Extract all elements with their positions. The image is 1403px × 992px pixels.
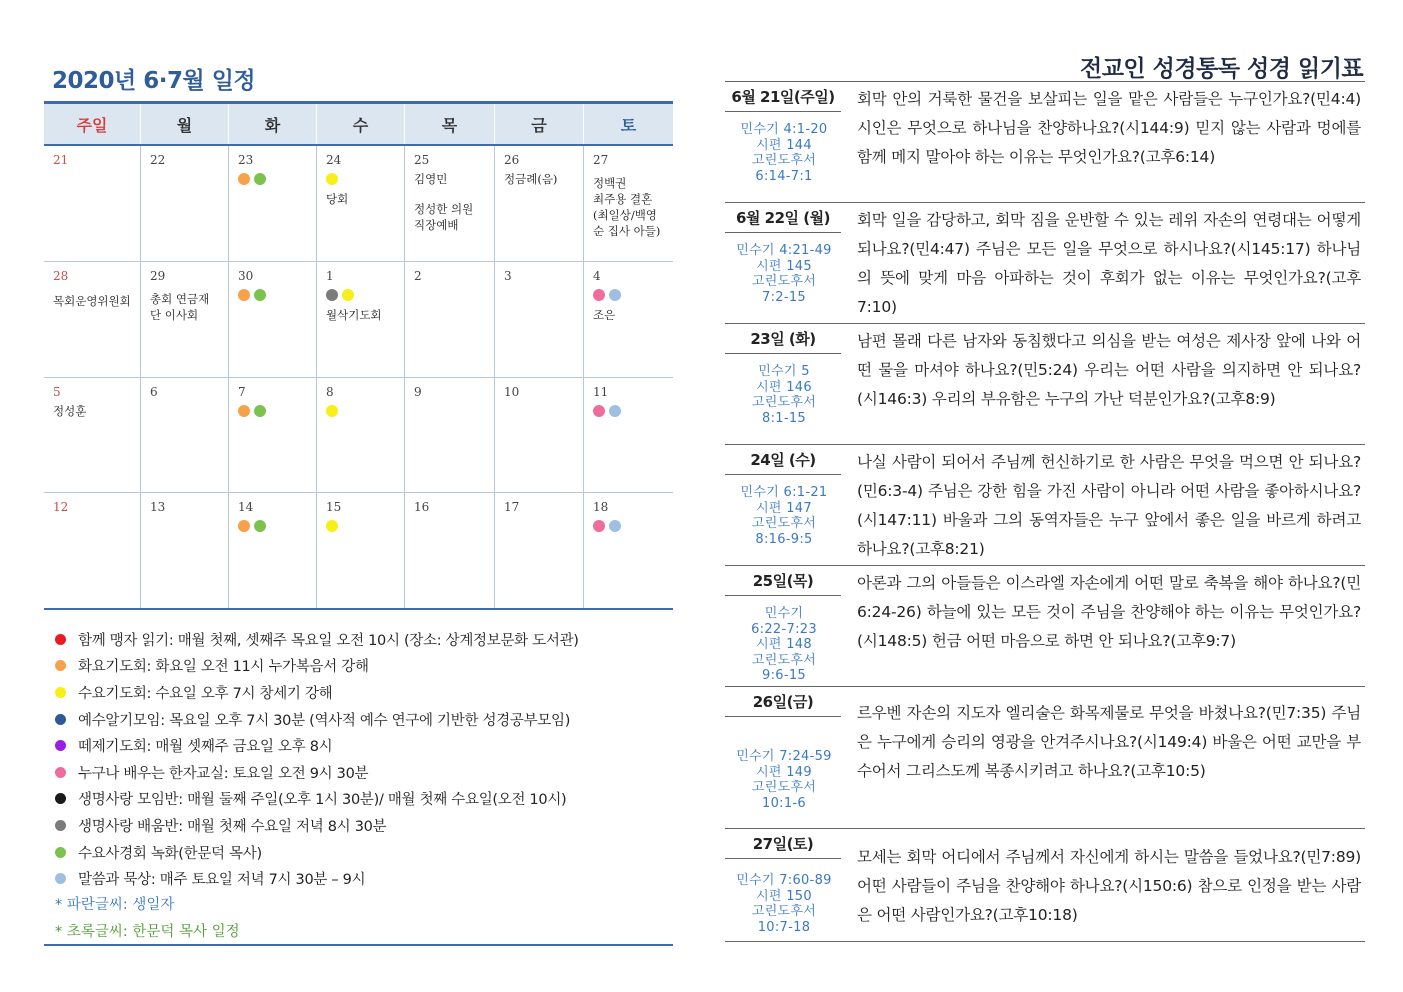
- day-number: 24: [326, 153, 342, 167]
- reading-questions: 르우벤 자손의 지도자 엘리술은 화목제물로 무엇을 바쳤나요?(민7:35) 주님은 누구에게 승리의 영광을 안겨주시나요?(시149:4) 바울은 어떤 교만을 부수어서 그리스도께 복종시키려고 하나요?(고후10:5): [857, 704, 1361, 780]
- calendar-day-cell: [228, 492, 316, 608]
- day-number: 18: [593, 500, 609, 514]
- calendar-day-cell: [494, 492, 583, 608]
- weekday-tue: 화: [228, 104, 316, 144]
- scripture-reference: 고린도후서: [751, 780, 817, 795]
- day-number: 27: [593, 153, 609, 167]
- lightblue-dot-icon: [55, 873, 66, 884]
- calendar-day-cell: [316, 492, 404, 608]
- reading-entry-meta: [725, 445, 843, 565]
- scripture-reference: 7:2-15: [762, 289, 806, 305]
- day-number: 30: [238, 269, 254, 283]
- legend-note-pastor: * 초록글씨: 한문덕 목사 일정: [55, 923, 240, 940]
- day-number: 5: [53, 385, 61, 399]
- green-dot-icon: [254, 405, 266, 417]
- day-number: 22: [150, 153, 166, 167]
- event-label: 최주용 결혼 (최일상/백영순 집사 아들): [593, 191, 661, 239]
- reading-questions: 남편 몰래 다른 남자와 동침했다고 의심을 받는 여성은 제사장 앞에 나와 어떤 물을 마셔야 하나요?(민5:24) 우리는 어떤 사람을 의지하면 안 되나요?(시146:3) 우리의 부유함은 누구의 가난 덕분인가요?(고후8:9): [857, 332, 1361, 408]
- weekday-fri: 금: [494, 104, 583, 144]
- scripture-reference: 8:1-15: [762, 410, 806, 426]
- calendar-day-cell: [316, 377, 404, 492]
- event-dots: [593, 289, 665, 302]
- scripture-reference: 고린도후서: [751, 652, 817, 668]
- scripture-reference: 6:14-7:1: [755, 168, 813, 184]
- pastor-event: 총회 연금재단 이사회: [150, 291, 210, 322]
- reading-date: 23일 (화): [725, 324, 841, 354]
- weekday-thu: 목: [404, 104, 494, 144]
- scripture-reference: 6:22-7:23: [751, 621, 817, 637]
- scripture-reference: 민수기 4:21-49: [736, 243, 832, 258]
- legend-label: 누구나 배우는 한자교실: 토요일 오전 9시 30분: [78, 765, 369, 782]
- day-number: 11: [593, 385, 609, 399]
- legend-label: 수요기도회: 수요일 오후 7시 창세기 강해: [78, 685, 333, 702]
- orange-dot-icon: [238, 173, 250, 185]
- reading-questions: 나실 사람이 되어서 주님께 헌신하기로 한 사람은 무엇을 먹으면 안 되나요?(민6:3-4) 주님은 강한 힘을 가진 사람이 아니라 어떤 사람을 좋아하시나요?(시147:11) 바울과 그의 동역자들은 누구 앞에서 좋은 일을 바르게 하려고 하나요?(고후8:21): [857, 453, 1361, 558]
- day-number: 14: [238, 500, 254, 514]
- event-dots: [238, 405, 308, 418]
- scripture-reference: 시편 149: [756, 764, 812, 780]
- reading-entry-meta: [725, 829, 843, 941]
- scripture-references: [725, 475, 843, 547]
- scripture-references: [725, 859, 843, 935]
- pink-dot-icon: [593, 289, 605, 301]
- calendar-day-cell: [404, 261, 494, 377]
- pink-dot-icon: [593, 520, 605, 532]
- reading-questions: 회막 일을 감당하고, 회막 짐을 운반할 수 있는 레위 자손의 연령대는 어떻게 되나요?(민4:47) 주님은 모든 일을 무엇으로 하시나요?(시145:17) 하나님의 뜻에 맞게 마음 아파하는 것이 후회가 없는 이유는 무엇인가요?(고후7:10): [857, 211, 1361, 316]
- day-number: 3: [504, 269, 512, 283]
- yellow-dot-icon: [55, 687, 66, 698]
- scripture-references: [725, 596, 843, 684]
- reading-date: 25일(목): [725, 566, 841, 596]
- reading-date: 24일 (수): [725, 445, 841, 475]
- event-dots: [326, 173, 396, 186]
- calendar-title: 2020년 6·7월 일정: [52, 68, 256, 94]
- day-number: 23: [238, 153, 254, 167]
- calendar-day-cell: [404, 146, 494, 261]
- legend-item: [55, 865, 673, 892]
- event-dots: [326, 405, 396, 418]
- yellow-dot-icon: [326, 405, 338, 417]
- calendar-day-cell: [140, 146, 228, 261]
- day-number: 26: [504, 153, 520, 167]
- day-number: 10: [504, 385, 520, 399]
- orange-dot-icon: [238, 289, 250, 301]
- purple-dot-icon: [55, 740, 66, 751]
- pink-dot-icon: [55, 767, 66, 778]
- legend-item: [55, 839, 673, 866]
- day-number: 12: [53, 500, 69, 514]
- event-dots: [326, 289, 396, 302]
- weekday-wed: 수: [316, 104, 404, 144]
- legend-note-birthday: * 파란글씨: 생일자: [55, 896, 175, 913]
- legend-item: [55, 759, 673, 786]
- calendar-day-cell: [228, 261, 316, 377]
- calendar-day-cell: [494, 377, 583, 492]
- red-dot-icon: [55, 634, 66, 645]
- legend-label: 생명사랑 배움반: 매월 첫째 수요일 저녁 8시 30분: [78, 818, 387, 835]
- scripture-references: [725, 354, 843, 426]
- yellow-dot-icon: [326, 173, 338, 185]
- scripture-reference: 시편 150: [756, 888, 812, 904]
- calendar-body: [44, 146, 673, 610]
- orange-dot-icon: [238, 405, 250, 417]
- green-dot-icon: [254, 173, 266, 185]
- day-number: 16: [414, 500, 430, 514]
- event-dots: [593, 405, 665, 418]
- scripture-reference: 고린도후서: [751, 516, 817, 531]
- legend-notes: [55, 892, 673, 945]
- reading-date: 26일(금): [725, 687, 841, 717]
- legend-list: [55, 626, 673, 892]
- scripture-reference: 고린도후서: [751, 904, 817, 919]
- weekday-mon: 월: [140, 104, 228, 144]
- event-label: 정성한 의원 직장예배: [414, 201, 474, 232]
- day-number: 17: [504, 500, 520, 514]
- scripture-reference: 시편 144: [756, 137, 812, 153]
- birthday-name: 조은: [593, 307, 616, 322]
- reading-entry-meta: [725, 203, 843, 323]
- reading-questions: 모세는 회막 어디에서 주님께서 자신에게 하시는 말씀을 들었나요?(민7:89) 어떤 사람들이 주님을 찬양해야 하나요?(시150:6) 참으로 인정을 받는 사람은 어떤 사람인가요?(고후10:18): [857, 848, 1361, 924]
- scripture-reference: 8:16-9:5: [755, 531, 813, 547]
- reading-plan-title: 전교인 성경통독 성경 읽기표: [1080, 56, 1364, 82]
- scripture-references: [725, 233, 843, 305]
- event-label: 당회: [326, 191, 349, 206]
- reading-date: 27일(토): [725, 829, 841, 859]
- event-dots: [238, 173, 308, 186]
- calendar-day-cell: [44, 492, 140, 608]
- reading-date: 6월 22일 (월): [725, 203, 841, 233]
- navy-dot-icon: [55, 714, 66, 725]
- reading-questions: 아론과 그의 아들들은 이스라엘 자손에게 어떤 말로 축복을 해야 하나요?(민6:24-26) 하늘에 있는 모든 것이 주님을 찬양해야 하는 이유는 무엇인가요?(시148:5) 헌금 어떤 마음으로 하면 안 되나요?(고후9:7): [857, 574, 1361, 650]
- green-dot-icon: [254, 520, 266, 532]
- weekday-sat: 토: [583, 104, 673, 144]
- reading-entry: [725, 324, 1365, 445]
- reading-entry: [725, 445, 1365, 566]
- lightblue-dot-icon: [609, 289, 621, 301]
- reading-entry-meta: [725, 324, 843, 444]
- green-dot-icon: [254, 289, 266, 301]
- calendar-day-cell: [228, 146, 316, 261]
- reading-entry-meta: [725, 82, 843, 202]
- event-dots: [593, 520, 665, 533]
- calendar-grid: [44, 101, 673, 610]
- day-number: 7: [238, 385, 246, 399]
- reading-plan-table: [725, 81, 1365, 942]
- birthday-name: 김영민: [414, 171, 448, 186]
- black-dot-icon: [55, 793, 66, 804]
- scripture-reference: 고린도후서: [751, 395, 817, 410]
- scripture-reference: 시편 146: [756, 379, 812, 395]
- event-dots: [238, 520, 308, 533]
- event-dots: [326, 520, 396, 533]
- calendar-day-cell: [583, 146, 673, 261]
- scripture-reference: 민수기: [764, 606, 804, 621]
- calendar-day-cell: [404, 377, 494, 492]
- reading-entry: [725, 566, 1365, 687]
- orange-dot-icon: [238, 520, 250, 532]
- legend-label: 예수알기모임: 목요일 오후 7시 30분 (역사적 예수 연구에 기반한 성경공부모임): [78, 712, 571, 729]
- scripture-reference: 9:6-15: [762, 668, 806, 683]
- scripture-reference: 민수기 4:1-20: [740, 122, 828, 137]
- birthday-name: 정백권: [593, 175, 627, 190]
- calendar-day-cell: [583, 261, 673, 377]
- calendar-day-cell: [404, 492, 494, 608]
- orange-dot-icon: [55, 660, 66, 671]
- legend-item: [55, 679, 673, 706]
- legend-item: [55, 732, 673, 759]
- calendar-day-cell: [316, 261, 404, 377]
- scripture-reference: 10:1-6: [762, 795, 806, 811]
- scripture-reference: 시편 147: [756, 500, 812, 516]
- day-number: 21: [53, 153, 69, 167]
- reading-entry-meta: [725, 687, 843, 828]
- legend-label: 화요기도회: 화요일 오전 11시 누가복음서 강해: [78, 659, 369, 676]
- scripture-reference: 민수기 5: [758, 364, 810, 379]
- calendar-day-cell: [44, 261, 140, 377]
- gray-dot-icon: [55, 820, 66, 831]
- scripture-reference: 시편 145: [756, 258, 812, 274]
- legend-item: [55, 786, 673, 813]
- legend-item: [55, 706, 673, 733]
- green-dot-icon: [55, 847, 66, 858]
- calendar-day-cell: [140, 261, 228, 377]
- calendar-day-cell: [583, 377, 673, 492]
- lightblue-dot-icon: [609, 405, 621, 417]
- calendar-day-cell: [583, 492, 673, 608]
- calendar-day-cell: [494, 146, 583, 261]
- legend-label: 수요사경회 녹화(한문덕 목사): [78, 845, 262, 862]
- reading-entry: [725, 829, 1365, 942]
- scripture-reference: 민수기 7:60-89: [736, 873, 832, 888]
- scripture-reference: 10:7-18: [757, 919, 811, 935]
- day-number: 28: [53, 269, 69, 283]
- scripture-reference: 시편 148: [756, 637, 812, 652]
- day-number: 1: [326, 269, 334, 283]
- day-number: 2: [414, 269, 422, 283]
- day-number: 4: [593, 269, 601, 283]
- calendar-day-cell: [494, 261, 583, 377]
- scripture-reference: 고린도후서: [751, 153, 817, 168]
- lightblue-dot-icon: [609, 520, 621, 532]
- schedule-legend: [44, 620, 673, 946]
- event-label: 월삭기도회: [326, 307, 382, 322]
- legend-label: 말씀과 묵상: 매주 토요일 저녁 7시 30분 – 9시: [78, 872, 366, 889]
- gray-dot-icon: [326, 289, 338, 301]
- legend-item: [55, 812, 673, 839]
- birthday-name: 정금례(음): [504, 171, 558, 186]
- scripture-references: [725, 717, 843, 811]
- event-dots: [238, 289, 308, 302]
- day-number: 15: [326, 500, 342, 514]
- legend-label: 생명사랑 모임반: 매월 둘째 주일(오후 1시 30분)/ 매월 첫째 수요일(오전 10시): [78, 792, 567, 809]
- reading-entry: [725, 82, 1365, 203]
- scripture-reference: 고린도후서: [751, 274, 817, 289]
- legend-label: 떼제기도회: 매월 셋째주 금요일 오후 8시: [78, 739, 333, 756]
- calendar-day-cell: [44, 377, 140, 492]
- scripture-references: [725, 112, 843, 184]
- day-number: 25: [414, 153, 430, 167]
- day-number: 29: [150, 269, 166, 283]
- legend-item: [55, 653, 673, 680]
- pink-dot-icon: [593, 405, 605, 417]
- birthday-name: 정성훈: [53, 403, 87, 418]
- event-label: 목회운영위원회: [53, 293, 131, 308]
- reading-entry: [725, 203, 1365, 324]
- reading-questions: 회막 안의 거룩한 물건을 보살피는 일을 맡은 사람들은 누구인가요?(민4:4) 시인은 무엇으로 하나님을 찬양하나요?(시144:9) 믿지 않는 사람과 멍에를 함께 메지 말아야 하는 이유는 무엇인가요?(고후6:14): [857, 90, 1361, 166]
- day-number: 8: [326, 385, 334, 399]
- legend-label: 함께 맹자 읽기: 매월 첫째, 셋째주 목요일 오전 10시 (장소: 상계정보문화 도서관): [78, 632, 579, 649]
- legend-item: [55, 626, 673, 653]
- calendar-day-cell: [316, 146, 404, 261]
- reading-entry-meta: [725, 566, 843, 686]
- day-number: 9: [414, 385, 422, 399]
- day-number: 6: [150, 385, 158, 399]
- yellow-dot-icon: [342, 289, 354, 301]
- reading-entry: [725, 687, 1365, 829]
- calendar-day-cell: [44, 146, 140, 261]
- scripture-reference: 민수기 6:1-21: [740, 485, 828, 500]
- weekday-sun: 주일: [76, 115, 108, 135]
- reading-date: 6월 21일(주일): [725, 82, 841, 112]
- yellow-dot-icon: [326, 520, 338, 532]
- scripture-reference: 민수기 7:24-59: [736, 749, 832, 764]
- calendar-day-cell: [228, 377, 316, 492]
- calendar-weekday-header: [44, 104, 673, 146]
- calendar-day-cell: [140, 492, 228, 608]
- day-number: 13: [150, 500, 166, 514]
- calendar-day-cell: [140, 377, 228, 492]
